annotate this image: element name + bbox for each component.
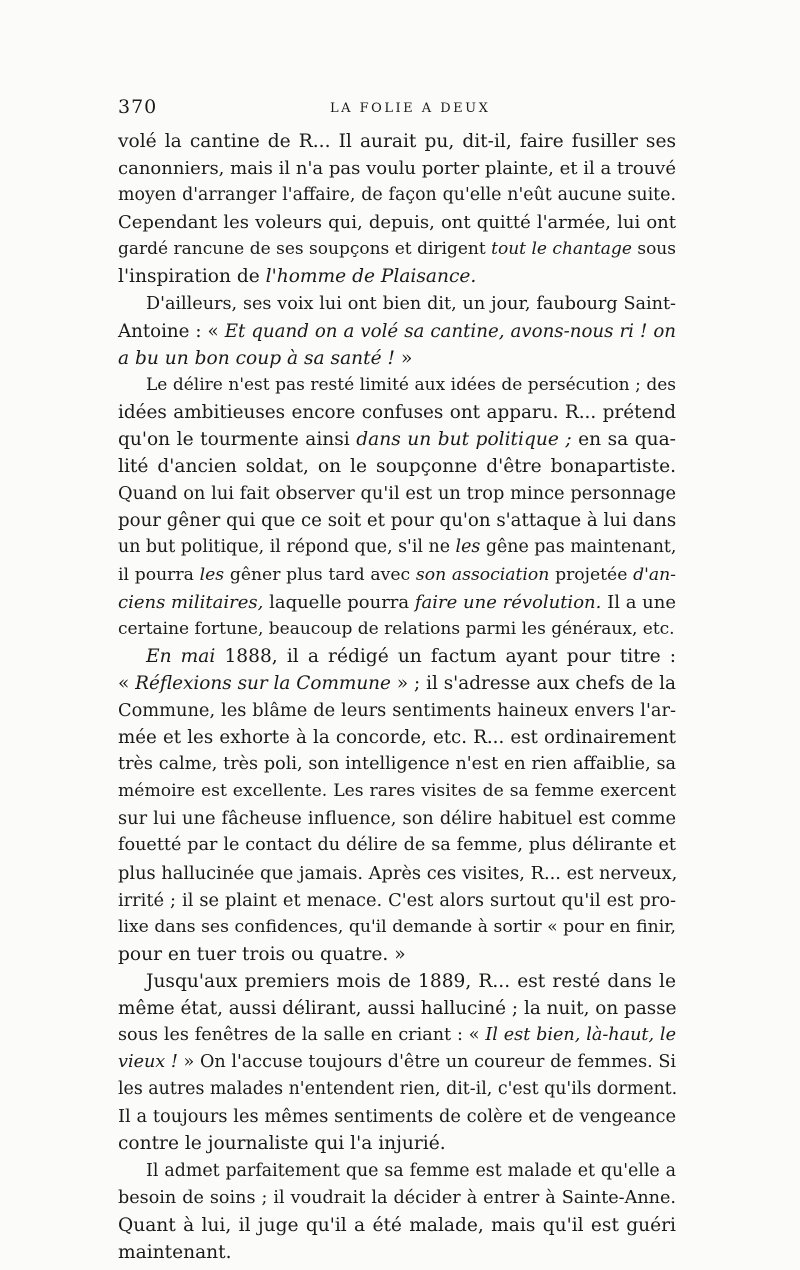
- text-span: irrité ; il se plaint et menace. C'est alors surtout qu'il est pro-: [118, 889, 676, 911]
- text-span: plus hallucinée que jamais. Après ces visites, R... est nerveux,: [118, 862, 678, 884]
- text-span: pour en tuer trois ou quatre. »: [118, 943, 406, 965]
- running-title: LA FOLIE A DEUX: [330, 101, 491, 116]
- text-line: [118, 1130, 676, 1157]
- text-span: Quant à lui, il juge qu'il a été malade, mais qu'il est guéri: [118, 1214, 676, 1236]
- text-span: »: [395, 347, 413, 369]
- text-line: [118, 155, 676, 182]
- text-span: volé la cantine de R... Il aurait pu, dit-il, faire fusiller ses: [118, 131, 676, 152]
- text-line: [118, 534, 676, 561]
- text-line: [118, 562, 676, 589]
- text-line: [118, 1239, 676, 1266]
- text-span: 1888, il a rédigé un factum ayant pour titre :: [215, 645, 676, 667]
- text-span: Antoine : «: [118, 320, 225, 342]
- text-line: [118, 589, 676, 616]
- italic-text-span: Réflexions sur la Commune: [135, 672, 391, 694]
- text-line: [118, 643, 676, 670]
- page-number: 370: [118, 96, 158, 118]
- text-span: Quand on lui fait observer qu'il est un trop mince personnage: [118, 483, 676, 505]
- text-span: sous: [631, 239, 676, 260]
- italic-text-span: l'homme de Plaisance.: [265, 266, 477, 288]
- text-line: [118, 291, 676, 318]
- text-line: [118, 616, 676, 643]
- italic-text-span: son association: [415, 564, 550, 585]
- page-header: [118, 96, 676, 124]
- text-span: projetée: [549, 564, 634, 585]
- text-span: un but politique, il répond que, s'il ne: [118, 537, 456, 558]
- text-line: [118, 697, 676, 724]
- text-span: D'ailleurs, ses voix lui ont bien dit, un jour, faubourg Saint-: [146, 293, 676, 314]
- text-span: Commune, les blâme de leurs sentiments haineux envers l'ar-: [118, 699, 676, 721]
- text-span: besoin de soins ; il voudrait la décider à entrer à Sainte-Anne.: [118, 1187, 676, 1208]
- text-line: [118, 941, 676, 968]
- text-span: il pourra: [118, 564, 200, 585]
- text-line: [118, 832, 676, 859]
- text-span: sous les fenêtres de la salle en criant : «: [118, 1025, 486, 1046]
- text-span: gardé rancune de ses soupçons et dirigent: [118, 239, 492, 260]
- text-line: [118, 724, 676, 751]
- text-span: Jusqu'aux premiers mois de 1889, R... est resté dans le: [146, 970, 676, 992]
- italic-text-span: faire une révolution.: [414, 591, 602, 613]
- text-line: [118, 995, 676, 1022]
- text-span: contre le journaliste qui l'a injurié.: [118, 1133, 446, 1155]
- text-line: [118, 372, 676, 399]
- text-line: [118, 128, 676, 155]
- text-span: très calme, très poli, son intelligence n'est en rien affaiblie, sa: [118, 754, 676, 775]
- text-span: «: [118, 672, 136, 694]
- text-line: [118, 209, 676, 236]
- text-line: [118, 778, 676, 805]
- text-line: [118, 1022, 676, 1049]
- text-line: [118, 453, 676, 480]
- text-span: laquelle pourra: [263, 591, 415, 613]
- text-span: idées ambitieuses encore confuses ont apparu. R... prétend: [118, 401, 676, 423]
- text-line: [118, 1049, 676, 1076]
- italic-text-span: En mai: [146, 645, 216, 667]
- text-span: canonniers, mais il n'a pas voulu porter plainte, et il a trouvé: [118, 158, 676, 180]
- text-line: [118, 887, 676, 914]
- text-span: mée et les exhorte à la concorde, etc. R... est ordinairement: [118, 727, 676, 749]
- italic-text-span: Il est bien, là-haut, le: [485, 1025, 676, 1046]
- body-text: [118, 128, 676, 1266]
- italic-text-span: vieux !: [118, 1052, 178, 1073]
- text-line: [118, 914, 676, 941]
- text-span: Le délire n'est pas resté limité aux idées de persécution ; des: [146, 374, 676, 395]
- italic-text-span: Et quand on a volé sa cantine, avons-nous ri ! on: [224, 320, 676, 342]
- text-span: gêner plus tard avec: [224, 564, 416, 585]
- text-span: Il a toujours les mêmes sentiments de colère et de vengeance: [118, 1106, 676, 1128]
- text-span: Il a une: [601, 591, 677, 613]
- text-span: lixe dans ses confidences, qu'il demande à sortir « pour en finir,: [118, 916, 676, 937]
- italic-text-span: dans un but politique ;: [356, 429, 572, 451]
- text-span: en sa qua-: [571, 429, 676, 451]
- text-line: [118, 182, 676, 209]
- italic-text-span: d'an-: [633, 564, 676, 585]
- text-line: [118, 507, 676, 534]
- text-span: pour gêner qui que ce soit et pour qu'on s'attaque à lui dans: [118, 510, 677, 532]
- text-line: [118, 1185, 676, 1212]
- text-span: les autres malades n'entendent rien, dit-il, c'est qu'ils dorment.: [118, 1079, 678, 1100]
- text-line: [118, 860, 676, 887]
- text-span: sur lui une fâcheuse influence, son délire habituel est comme: [118, 808, 676, 830]
- text-line: [118, 1212, 676, 1239]
- italic-text-span: a bu un bon coup à sa santé !: [118, 347, 396, 369]
- text-line: [118, 1076, 676, 1103]
- text-span: l'inspiration de: [118, 266, 266, 288]
- text-line: [118, 426, 676, 453]
- italic-text-span: les: [455, 537, 481, 558]
- text-line: [118, 1103, 676, 1130]
- text-line: [118, 751, 676, 778]
- text-span: certaine fortune, beaucoup de relations parmi les généraux, etc.: [118, 618, 675, 639]
- text-line: [118, 968, 676, 995]
- italic-text-span: les: [199, 564, 225, 585]
- text-span: mémoire est excellente. Les rares visites de sa femme exercent: [118, 781, 676, 802]
- text-span: même état, aussi délirant, aussi halluciné ; la nuit, on passe: [118, 998, 677, 1019]
- text-span: moyen d'arranger l'affaire, de façon qu'elle n'eût aucune suite.: [118, 185, 676, 206]
- text-span: maintenant.: [118, 1241, 232, 1263]
- text-line: [118, 399, 676, 426]
- text-line: [118, 670, 676, 697]
- text-line: [118, 805, 676, 832]
- text-span: qu'on le tourmente ainsi: [118, 429, 357, 451]
- text-line: [118, 318, 676, 345]
- text-span: Il admet parfaitement que sa femme est malade et qu'elle a: [146, 1160, 676, 1181]
- text-line: [118, 236, 676, 263]
- text-span: » ; il s'adresse aux chefs de la: [390, 672, 676, 694]
- text-span: » On l'accuse toujours d'être un coureur de femmes. Si: [177, 1052, 676, 1073]
- text-line: [118, 1158, 676, 1185]
- text-span: lité d'ancien soldat, on le soupçonne d'être bonapartiste.: [118, 456, 676, 478]
- text-span: fouetté par le contact du délire de sa femme, plus délirante et: [118, 835, 676, 856]
- text-line: [118, 345, 676, 372]
- italic-text-span: ciens militaires,: [118, 591, 264, 613]
- text-line: [118, 263, 676, 290]
- text-line: [118, 480, 676, 507]
- italic-text-span: tout le chantage: [491, 239, 632, 260]
- text-span: gêne pas maintenant,: [480, 537, 677, 558]
- text-span: Cependant les voleurs qui, depuis, ont quitté l'armée, lui ont: [118, 212, 676, 234]
